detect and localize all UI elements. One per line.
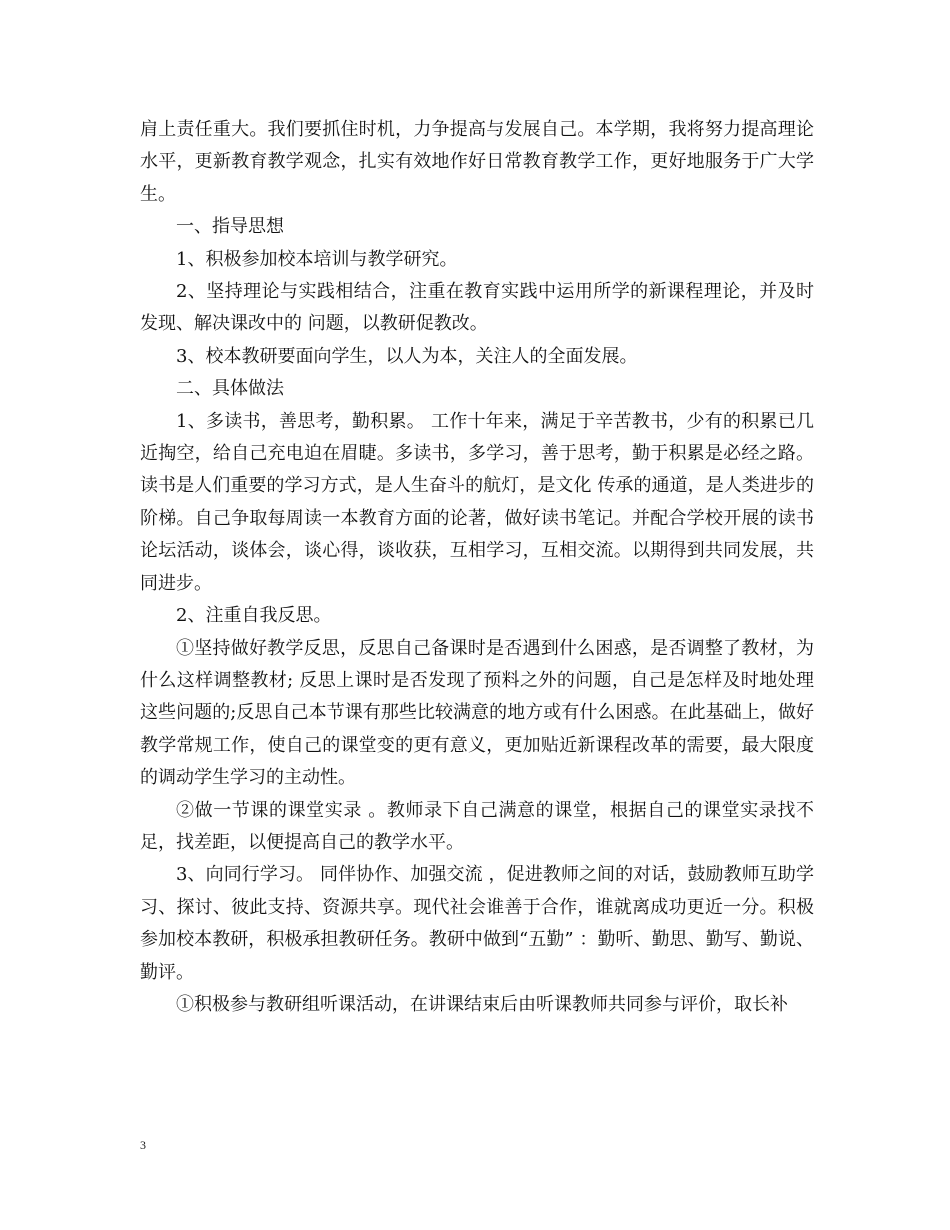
list-item-3: 3、校本教研要面向学生，以人为本，关注人的全面发展。 [176, 345, 638, 367]
reflection-paragraph-1: ①坚持做好教学反思，反思自己备课时是否遇到什么困惑，是否调整了教材，为什么这样调整教材; 反思上课时是否发现了预料之外的问题，自己是怎样及时地处理这些问题的;反思自己本节课有那些比较满意的地方或有什么困惑。在此基础上，做好教学常规工作，使自己的课堂变的更有意义，更加贴近新课程改革的需要，最大限度的调动学生学习的主动性。 [140, 637, 814, 789]
reflection-paragraph-2: ②做一节课的课堂实录 。教师录下自己满意的课堂，根据自己的课堂实录找不足，找差距，以便提高自己的教学水平。 [140, 799, 814, 853]
section-heading-guiding-ideology: 一、指导思想 [176, 216, 284, 238]
list-item-1: 1、积极参加校本培训与教学研究。 [176, 248, 458, 270]
method-paragraph-peer-learning: 3、向同行学习。 同伴协作、加强交流 ，促进教师之间的对话，鼓励教师互助学习、探讨、彼此支持、资源共享。现代社会谁善于合作，谁就离成功更近一分。积极参加校本教研，积极承担教研任务。教研中做到“五勤” ：勤听、勤思、勤写、勤说、勤评。 [140, 864, 814, 983]
peer-learning-item-1: ①积极参与教研组听课活动，在讲课结束后由听课教师共同参与评价，取长补 [176, 993, 788, 1015]
method-heading-self-reflection: 2、注重自我反思。 [176, 605, 332, 627]
body-paragraph-continuation: 肩上责任重大。我们要抓住时机，力争提高与发展自己。本学期，我将努力提高理论水平，更新教育教学观念，扎实有效地作好日常教育教学工作，更好地服务于广大学生。 [140, 119, 814, 205]
page-number: 3 [140, 1138, 146, 1152]
document-body [140, 114, 814, 1021]
section-heading-specific-methods: 二、具体做法 [176, 378, 284, 400]
method-paragraph-reading: 1、多读书，善思考，勤积累。 工作十年来，满足于辛苦教书，少有的积累已几近掏空，给自己充电迫在眉睫。多读书，多学习，善于思考，勤于积累是必经之路。读书是人们重要的学习方式，是人生奋斗的航灯，是文化 传承的通道，是人类进步的阶梯。自己争取每周读一本教育方面的论著，做好读书笔记。并配合学校开展的读书论坛活动，谈体会，谈心得，谈收获，互相学习，互相交流。以期得到共同发展，共同进步。 [140, 410, 814, 594]
list-item-2: 2、坚持理论与实践相结合，注重在教育实践中运用所学的新课程理论，并及时发现、解决课改中的 问题，以教研促教改。 [140, 281, 814, 335]
